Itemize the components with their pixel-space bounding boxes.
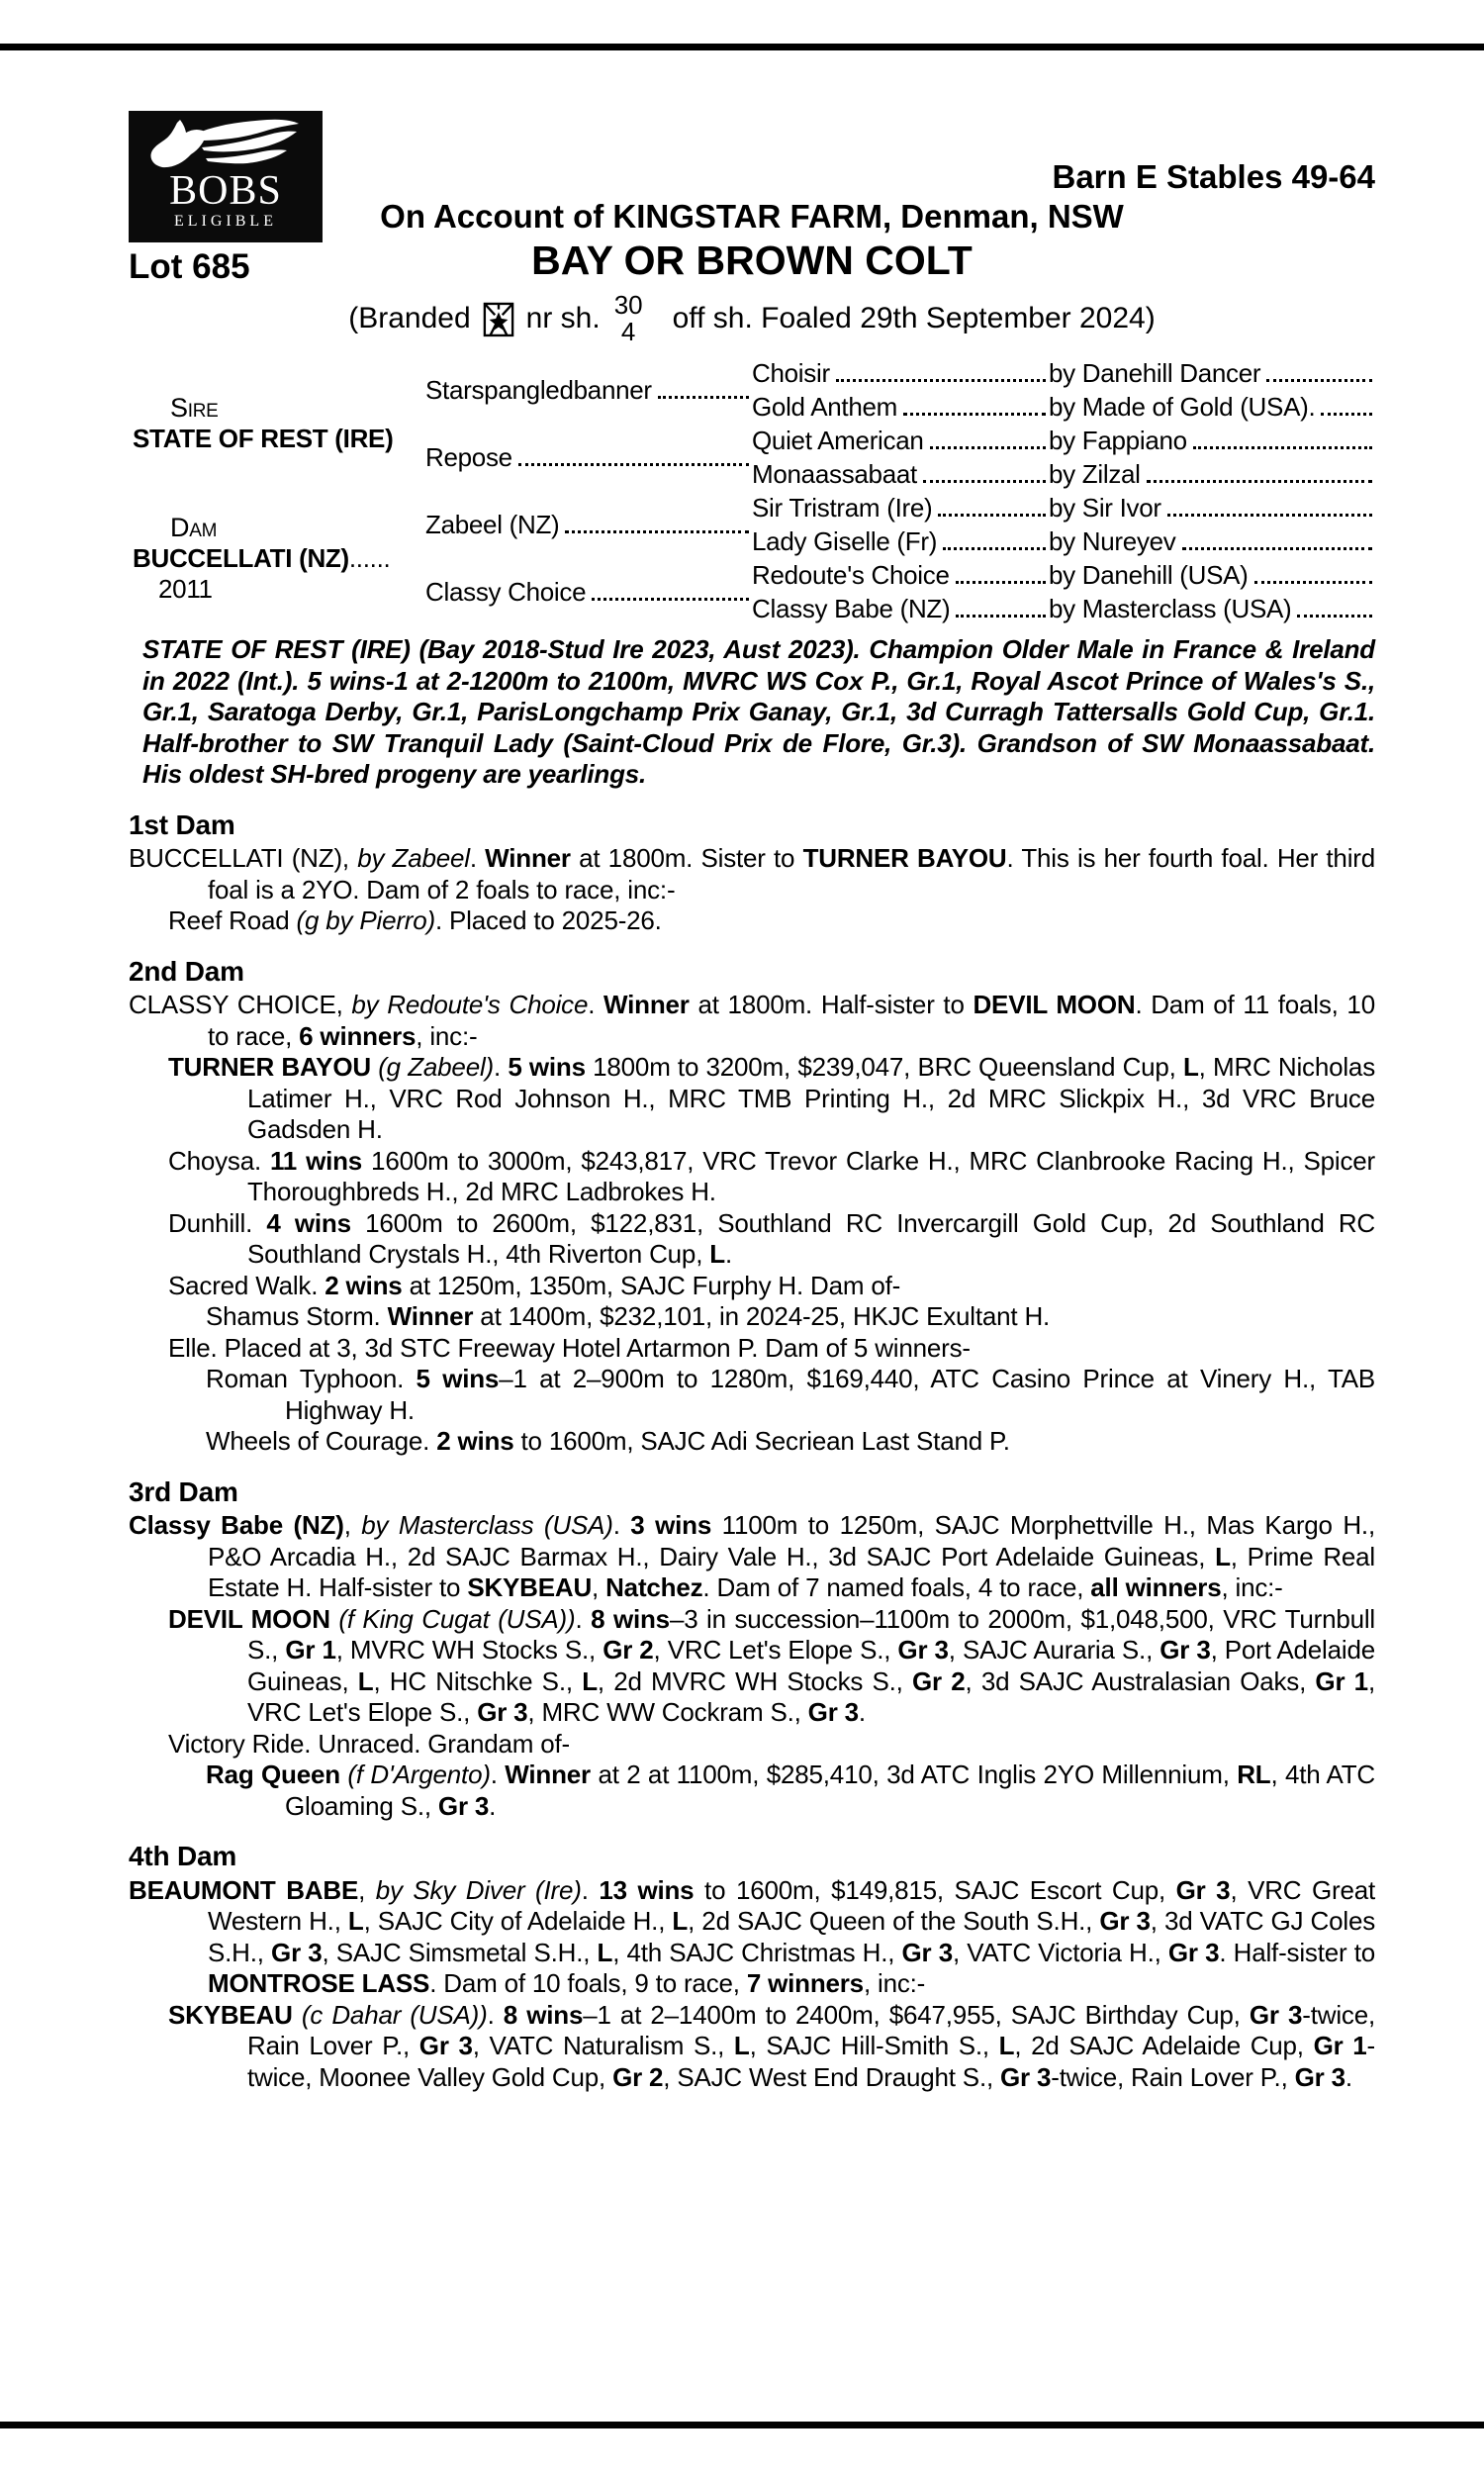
pedigree-gen3-sire: by Zilzal <box>1049 459 1141 489</box>
dot-leader <box>923 480 1046 483</box>
brand-mark-icon <box>483 300 514 337</box>
pedigree-gen3-cell <box>752 424 1049 457</box>
top-rule <box>0 44 1484 50</box>
text-segment: –1 at 2–1400m to 2400m, $647,955, SAJC Birthday Cup, <box>583 1999 1250 2030</box>
pedigree-paragraph <box>129 1052 1375 1146</box>
pedigree-paragraph <box>129 2000 1375 2094</box>
pedigree-gen3-name: Quiet American <box>752 426 924 455</box>
dot-leader <box>1193 446 1372 449</box>
text-segment: Gr 3 <box>1159 1635 1211 1665</box>
account-line: On Account of KINGSTAR FARM, Denman, NSW <box>380 198 1124 235</box>
text-segment: 2 wins <box>436 1426 514 1456</box>
text-segment: , MRC Nicholas Latimer H., VRC Rod Johnson H., MRC TMB Printing H., 2d MRC Slickpix H., 3d VRC Bruce Gadsden H. <box>247 1052 1375 1144</box>
text-segment: MONTROSE LASS <box>208 1968 430 1998</box>
text-segment: Wheels of Courage. <box>206 1426 437 1456</box>
header <box>129 158 1375 345</box>
pedigree-gen3-cell <box>752 390 1049 424</box>
pedigree-paragraph <box>129 905 1375 937</box>
pedigree-gen3-name: Classy Babe (NZ) <box>752 594 951 623</box>
text-segment: . Placed to 2025-26. <box>434 905 662 935</box>
text-segment: , 2d SAJC Adelaide Cup, <box>1014 2031 1314 2060</box>
text-segment: , VRC Great Western H., <box>208 1874 1375 1936</box>
text-segment: , inc:- <box>416 1020 478 1051</box>
text-segment: , MVRC WH Stocks S., <box>335 1635 603 1665</box>
pedigree-paragraph <box>129 843 1375 905</box>
text-segment: , 2d MVRC WH Stocks S., <box>597 1665 912 1696</box>
text-segment: . <box>493 1052 509 1082</box>
pedigree-paragraph <box>129 1604 1375 1729</box>
text-segment: , <box>592 1572 606 1602</box>
pedigree-gen3-sire: by Danehill Dancer <box>1049 358 1261 388</box>
pedigree-gen3-cell <box>752 524 1049 558</box>
dot-leader <box>836 379 1046 382</box>
text-segment: Gr 2 <box>911 1665 966 1696</box>
text-segment: L <box>357 1665 374 1696</box>
pedigree-paragraph <box>129 1146 1375 1208</box>
text-segment: , SAJC Simsmetal S.H., <box>322 1937 598 1967</box>
pedigree-gen3-sire: by Made of Gold (USA). <box>1049 392 1316 422</box>
text-segment: (g by Pierro) <box>296 905 435 935</box>
text-segment: 5 wins <box>508 1052 586 1082</box>
bobs-logo-subtext: ELIGIBLE <box>174 213 277 230</box>
pedigree-gen3-sire: by Fappiano <box>1049 426 1187 455</box>
text-segment: Winner <box>505 1760 591 1789</box>
pedigree-gen3-sire-cell <box>1049 592 1375 625</box>
text-segment: to 1600m, $149,815, SAJC Escort Cup, <box>694 1874 1176 1905</box>
pedigree-gen2-name: Repose <box>425 442 512 472</box>
text-segment: at 1800m. Sister to <box>570 843 803 873</box>
sire-summary: STATE OF REST (IRE) (Bay 2018-Stud Ire 2023, Aust 2023). Champion Older Male in France & Ireland in 2022 (Int.). 5 wins-1 at 2-1200m to 2100m, MVRC WS Cox P., Gr.1, Royal Ascot Prince of Wales's S., Gr.1, Saratoga Derby, Gr.1, ParisLongchamp Prix Ganay, Gr.1, 3d Curragh Tattersalls Gold Cup, Gr.1. Half-brother to SW Tranquil Lady (Saint-Cloud Prix de Flore, Gr.3). Grandson of SW Monaassabaat. His oldest SH-bred progeny are yearlings. <box>142 634 1375 789</box>
text-segment: 1100m to 1250m, SAJC Morphettville H., Mas Kargo H., P&O Arcadia H., 2d SAJC Barmax H., Dairy Vale H., 3d SAJC Port Adelaide Guineas, <box>208 1510 1375 1571</box>
dot-leader <box>518 463 749 466</box>
pedigree-sire-name: STATE OF REST (IRE) <box>133 424 394 453</box>
text-segment: L <box>1215 1541 1231 1571</box>
pedigree-gen3-name: Sir Tristram (Ire) <box>752 493 933 523</box>
text-segment: 4 wins <box>266 1207 351 1238</box>
dot-leader: ...... <box>348 542 391 573</box>
lot-number: Lot 685 <box>129 247 250 286</box>
text-segment: L <box>582 1665 598 1696</box>
text-segment: DEVIL MOON <box>973 990 1136 1019</box>
text-segment: 6 winners <box>299 1020 417 1051</box>
text-segment: to 1600m, SAJC Adi Secriean Last Stand P. <box>513 1426 1010 1456</box>
text-segment: Elle. Placed at 3, 3d STC Freeway Hotel Artarmon P. Dam of 5 winners- <box>168 1332 971 1363</box>
text-segment: Gr 1 <box>1313 2031 1367 2060</box>
text-segment: (f D'Argento) <box>347 1760 491 1789</box>
pedigree-gen3-name: Lady Giselle (Fr) <box>752 526 938 556</box>
text-segment: , MRC WW Cockram S., <box>527 1697 808 1727</box>
text-segment: Natchez <box>605 1572 703 1602</box>
text-segment: 2 wins <box>325 1270 403 1300</box>
text-segment: . <box>1345 2061 1352 2092</box>
text-segment: 1600m to 3000m, $243,817, VRC Trevor Clarke H., MRC Clanbrooke Racing H., Spicer Thoroughbreds H., 2d MRC Ladbrokes H. <box>247 1145 1375 1206</box>
text-segment: 13 wins <box>599 1874 695 1905</box>
pedigree-dam-label: Dam <box>170 512 218 542</box>
text-segment: 1600m to 2600m, $122,831, Southland RC Invercargill Gold Cup, 2d Southland RC Southland Crystals H., 4th Riverton Cup, <box>247 1207 1375 1269</box>
text-segment: Gr 2 <box>612 2061 664 2092</box>
text-segment: L <box>998 2031 1015 2060</box>
pedigree-gen3-cell <box>752 457 1049 491</box>
text-segment: BEAUMONT BABE <box>129 1874 359 1905</box>
text-segment: Shamus Storm. <box>206 1301 388 1331</box>
dam-sections <box>129 809 1375 2094</box>
dot-leader <box>1254 581 1372 584</box>
branded-suffix: off sh. Foaled 29th September 2024) <box>672 302 1156 334</box>
text-segment: Gr 3 <box>1294 2061 1345 2092</box>
text-segment: Winner <box>603 990 690 1019</box>
text-segment: –1 at 2–900m to 1280m, $169,440, ATC Casino Prince at Vinery H., TAB Highway H. <box>285 1364 1375 1425</box>
text-segment: -twice, Moonee Valley Gold Cup, <box>247 2031 1375 2092</box>
text-segment: 7 winners <box>746 1968 864 1998</box>
text-segment: DEVIL MOON <box>168 1603 339 1634</box>
text-segment: RL <box>1237 1760 1271 1789</box>
pedigree-sire-cell <box>129 356 425 491</box>
text-segment: . <box>588 990 604 1019</box>
text-segment: L <box>347 1906 364 1936</box>
text-segment: , VRC Let's Elope S., <box>653 1635 898 1665</box>
text-segment: , SAJC Hill-Smith S., <box>749 2031 999 2060</box>
text-segment: . Dam of 11 foals, 10 to race, <box>208 990 1375 1051</box>
text-segment: 8 wins <box>503 1999 584 2030</box>
text-segment: -twice, Rain Lover P., <box>1051 2061 1295 2092</box>
text-segment: , inc:- <box>863 1968 926 1998</box>
text-segment: Gr 1 <box>1315 1665 1368 1696</box>
text-segment: Gr 3 <box>807 1697 859 1727</box>
pedigree-gen2-cell <box>425 424 752 491</box>
dam-section-heading: 4th Dam <box>129 1841 237 1871</box>
text-segment: Dunhill. <box>168 1207 267 1238</box>
text-segment: . <box>490 1760 506 1789</box>
pedigree-gen2-cell <box>425 491 752 558</box>
text-segment: . <box>724 1239 732 1269</box>
text-segment: , VATC Naturalism S., <box>472 2031 734 2060</box>
text-segment: Gr 3 <box>897 1635 949 1665</box>
text-segment: Gr 2 <box>603 1635 654 1665</box>
pedigree-paragraph <box>129 1426 1375 1458</box>
text-segment: (f King Cugat (USA)) <box>338 1603 576 1634</box>
pedigree-gen3-sire: by Nureyev <box>1049 526 1176 556</box>
text-segment: L <box>733 2031 750 2060</box>
text-segment: TURNER BAYOU <box>168 1052 379 1082</box>
branded-prefix: (Branded <box>348 302 471 334</box>
dot-leader <box>1147 480 1372 483</box>
text-segment: –3 in succession–1100m to 2000m, $1,048,500, VRC Turnbull S., <box>247 1603 1375 1665</box>
pedigree-paragraph <box>129 990 1375 1052</box>
text-segment: at 1250m, 1350m, SAJC Furphy H. Dam of- <box>402 1270 901 1300</box>
pedigree-paragraph <box>129 1364 1375 1426</box>
pedigree-gen3-sire-cell <box>1049 356 1375 390</box>
pedigree-paragraph <box>129 1208 1375 1271</box>
bobs-logo-text: BOBS <box>169 168 282 214</box>
text-segment: Classy Babe (NZ) <box>129 1510 344 1540</box>
pedigree-dam-cell <box>129 491 425 625</box>
bottom-rule <box>0 2422 1484 2428</box>
text-segment: -twice, Rain Lover P., <box>247 1999 1375 2060</box>
dot-leader <box>938 514 1046 517</box>
pedigree-gen3-sire-cell <box>1049 390 1375 424</box>
pedigree-gen3-name: Choisir <box>752 358 830 388</box>
dam-section-heading: 3rd Dam <box>129 1475 238 1507</box>
text-segment: . <box>575 1603 592 1634</box>
text-segment: . <box>581 1874 600 1905</box>
text-segment: BUCCELLATI (NZ), <box>129 843 358 873</box>
text-segment: Gr 3 <box>1167 1937 1220 1967</box>
text-segment: Gr 3 <box>901 1937 953 1967</box>
brand-number-bottom: 4 <box>620 317 636 346</box>
dot-leader <box>565 530 749 533</box>
text-segment: Gr 3 <box>1175 1874 1231 1905</box>
dam-section-heading: 1st Dam <box>129 809 235 840</box>
dot-leader <box>1266 379 1372 382</box>
text-segment: Gr 3 <box>437 1790 490 1821</box>
text-segment: , 3d VATC GJ Coles S.H., <box>208 1906 1376 1967</box>
pedigree-gen3-sire-cell <box>1049 424 1375 457</box>
text-segment: Victory Ride. Unraced. Grandam of- <box>168 1728 571 1759</box>
text-segment: , HC Nitschke S., <box>373 1665 583 1696</box>
pedigree-gen2-name: Starspangledbanner <box>425 375 652 405</box>
brand-number-top: 30 <box>613 290 643 320</box>
page-title: BAY OR BROWN COLT <box>531 238 973 283</box>
text-segment: . This is her fourth foal. Her third foal is a 2YO. Dam of 2 foals to race, inc:- <box>208 843 1375 904</box>
text-segment: Winner <box>387 1301 474 1331</box>
pedigree-gen2-name: Zabeel (NZ) <box>425 510 560 539</box>
brand-numbers <box>610 292 647 345</box>
pedigree-paragraph <box>129 1875 1375 2000</box>
pedigree-gen2-cell <box>425 356 752 424</box>
text-segment: Gr 3 <box>1099 1906 1151 1936</box>
text-segment: L <box>597 1937 613 1967</box>
pedigree-gen3-cell <box>752 592 1049 625</box>
text-segment: 3 wins <box>630 1510 712 1540</box>
text-segment: Reef Road <box>168 905 297 935</box>
pedigree-paragraph <box>129 1760 1375 1822</box>
text-segment: Choysa. <box>168 1145 270 1176</box>
pedigree-gen3-sire-cell <box>1049 524 1375 558</box>
text-segment: L <box>1182 1052 1199 1082</box>
dot-leader <box>930 446 1046 449</box>
text-segment: . <box>858 1697 866 1727</box>
text-segment: 8 wins <box>591 1603 670 1634</box>
pedigree-gen3-name: Redoute's Choice <box>752 560 950 590</box>
text-segment: CLASSY CHOICE, <box>129 990 352 1019</box>
text-segment: Gr 3 <box>271 1937 323 1967</box>
pedigree-paragraph <box>129 1729 1375 1760</box>
text-segment: . Dam of 7 named foals, 4 to race, <box>702 1572 1091 1602</box>
text-segment: , 3d SAJC Australasian Oaks, <box>965 1665 1316 1696</box>
branded-nearside-label: nr sh. <box>525 302 601 334</box>
text-segment: 5 wins <box>416 1364 500 1393</box>
pedigree-gen3-sire-cell <box>1049 491 1375 524</box>
text-segment: , <box>343 1510 362 1540</box>
pedigree-dam-name: BUCCELLATI (NZ)...... <box>133 542 391 573</box>
text-segment: , SAJC Auraria S., <box>948 1635 1160 1665</box>
text-segment: , inc:- <box>1221 1572 1283 1602</box>
branding-line <box>129 292 1375 345</box>
pedigree-gen3-name: Monaassabaat <box>752 459 917 489</box>
dot-leader <box>956 581 1046 584</box>
pedigree-gen3-sire-cell <box>1049 457 1375 491</box>
pedigree-gen3-sire-cell <box>1049 558 1375 592</box>
text-segment: at 1400m, $232,101, in 2024-25, HKJC Exultant H. <box>473 1301 1051 1331</box>
pedigree-paragraph <box>129 1301 1375 1333</box>
pedigree-gen3-sire: by Sir Ivor <box>1049 493 1161 523</box>
pedigree-details <box>129 634 1375 2093</box>
text-segment: at 2 at 1100m, $285,410, 3d ATC Inglis 2YO Millennium, <box>590 1760 1238 1789</box>
pedigree-gen3-sire: by Masterclass (USA) <box>1049 594 1292 623</box>
text-segment: by Redoute's Choice <box>351 990 589 1019</box>
text-segment: . Dam of 10 foals, 9 to race, <box>429 1968 747 1998</box>
pedigree-gen3-cell <box>752 558 1049 592</box>
pedigree-dam-year: 2011 <box>158 573 213 604</box>
text-segment: by Sky Diver (Ire) <box>375 1874 582 1905</box>
pedigree-gen3-name: Gold Anthem <box>752 392 898 422</box>
text-segment: 1800m to 3200m, $239,047, BRC Queensland Cup, <box>585 1052 1183 1082</box>
text-segment: TURNER BAYOU <box>802 843 1007 873</box>
text-segment: , VATC Victoria H., <box>952 1937 1168 1967</box>
text-segment: Rag Queen <box>206 1760 348 1789</box>
text-segment: Winner <box>485 843 571 873</box>
pedigree-table <box>129 356 1375 625</box>
barn-info: Barn E Stables 49-64 <box>1052 158 1375 195</box>
pedigree-paragraph <box>129 1333 1375 1365</box>
pedigree-gen2-cell <box>425 558 752 625</box>
pedigree-paragraph <box>129 1510 1375 1604</box>
text-segment: Gr 3 <box>418 2031 473 2060</box>
dot-leader <box>1167 514 1372 517</box>
pedigree-sire-label: Sire <box>170 393 219 423</box>
text-segment: . Half-sister to <box>1219 1937 1375 1967</box>
pedigree-gen3-cell <box>752 491 1049 524</box>
text-segment: , 4th SAJC Christmas H., <box>612 1937 902 1967</box>
pedigree-gen2-name: Classy Choice <box>425 577 587 607</box>
text-segment: (c Dahar (USA)) <box>301 1999 488 2030</box>
dot-leader <box>1182 547 1373 550</box>
pedigree-gen3-cell <box>752 356 1049 390</box>
text-segment: . <box>612 1510 631 1540</box>
text-segment: by Zabeel <box>357 843 470 873</box>
text-segment: 11 wins <box>269 1145 363 1176</box>
text-segment: (g Zabeel) <box>378 1052 494 1082</box>
text-segment: , 2d SAJC Queen of the South S.H., <box>688 1906 1100 1936</box>
dot-leader <box>658 396 749 399</box>
pedigree-gen3-sire: by Danehill (USA) <box>1049 560 1249 590</box>
dot-leader <box>1297 615 1372 618</box>
text-segment: , Port Adelaide Guineas, <box>247 1635 1375 1696</box>
text-segment: SKYBEAU <box>467 1572 593 1602</box>
text-segment: , VRC Let's Elope S., <box>247 1665 1375 1727</box>
text-segment: Gr 1 <box>285 1635 336 1665</box>
text-segment: L <box>672 1906 689 1936</box>
dot-leader <box>592 598 749 601</box>
text-segment: Sacred Walk. <box>168 1270 325 1300</box>
text-segment: by Masterclass (USA) <box>361 1510 613 1540</box>
text-segment: all winners <box>1090 1572 1222 1602</box>
text-segment: . <box>487 1999 504 2030</box>
dot-leader <box>956 615 1046 618</box>
text-segment: at 1800m. Half-sister to <box>689 990 974 1019</box>
text-segment: , <box>358 1874 376 1905</box>
text-segment: Gr 3 <box>1249 1999 1303 2030</box>
text-segment: . <box>469 843 486 873</box>
text-segment: SKYBEAU <box>168 1999 302 2030</box>
text-segment: Gr 3 <box>1000 2061 1052 2092</box>
dot-leader <box>1321 413 1372 416</box>
text-segment: , SAJC City of Adelaide H., <box>363 1906 673 1936</box>
text-segment: , 4th ATC Gloaming S., <box>285 1760 1375 1821</box>
text-segment: , SAJC West End Draught S., <box>663 2061 1001 2092</box>
dot-leader <box>903 413 1046 416</box>
text-segment: Gr 3 <box>477 1697 528 1727</box>
dot-leader <box>943 547 1046 550</box>
text-segment: L <box>709 1239 725 1269</box>
dam-section-heading: 2nd Dam <box>129 955 244 987</box>
text-segment: Roman Typhoon. <box>206 1364 417 1393</box>
text-segment: . <box>489 1790 497 1821</box>
pedigree-paragraph <box>129 1271 1375 1302</box>
text-segment: , Prime Real Estate H. Half-sister to <box>208 1541 1375 1602</box>
